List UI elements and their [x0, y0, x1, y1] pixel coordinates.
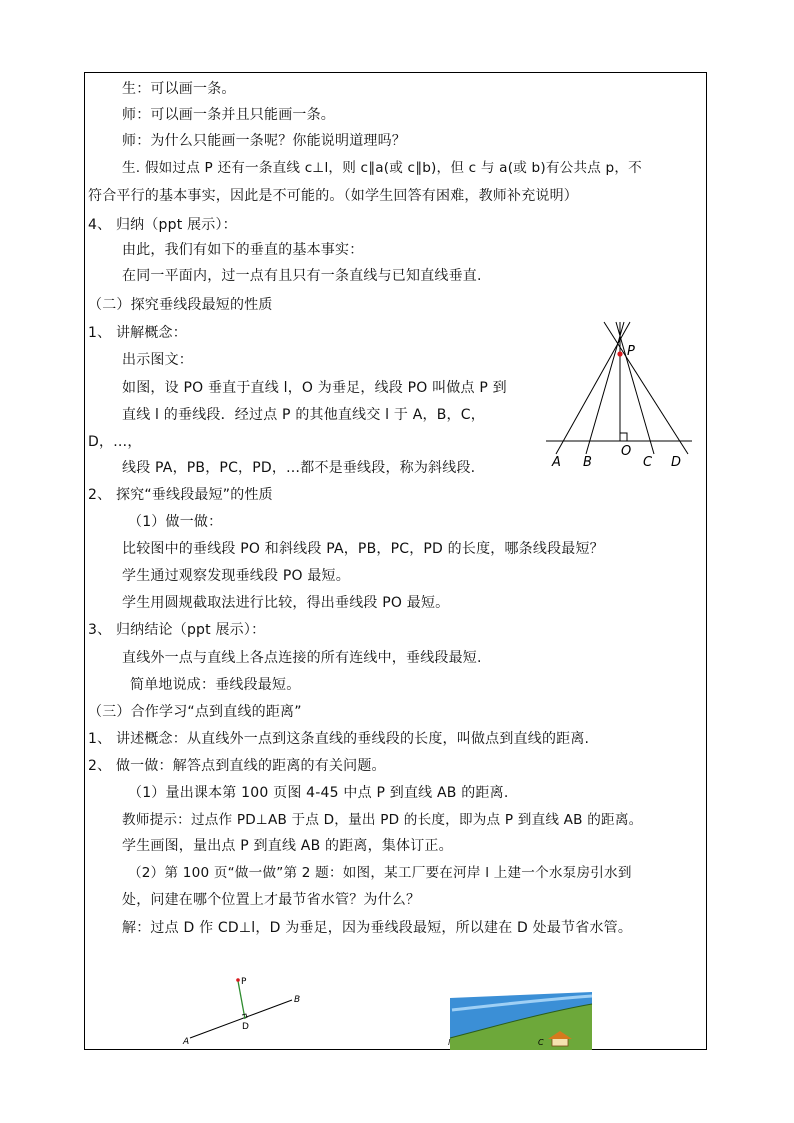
- text-line: 4、 归纳（ppt 展示）：: [88, 217, 237, 233]
- label-l: l: [448, 1038, 451, 1047]
- label-c: C: [643, 455, 653, 470]
- text-line: 符合平行的基本事实，因此是不可能的。（如学生回答有困难，教师补充说明）: [88, 188, 578, 204]
- text-line: 线段 PA，PB，PC，PD，…都不是垂线段，称为斜线段.: [122, 460, 476, 476]
- text-line: 如图，设 PO 垂直于直线 l，O 为垂足，线段 PO 叫做点 P 到: [122, 380, 507, 396]
- text-line: 生. 假如过点 P 还有一条直线 c⊥l，则 c∥a(或 c∥b)，但 c 与 a(或 b)有公共点 p，不: [122, 160, 642, 176]
- text-line: 学生画图，量出点 P 到直线 AB 的距离，集体订正。: [122, 838, 453, 854]
- text-line: 处，问建在哪个位置上才最节省水管？为什么？: [122, 892, 421, 908]
- label-p: P: [241, 977, 247, 987]
- label-d: D: [671, 455, 682, 470]
- text-line: 3、 归纳结论（ppt 展示）：: [88, 622, 266, 638]
- text-line: （1）量出课本第 100 页图 4-45 中点 P 到直线 AB 的距离.: [128, 785, 509, 801]
- text-line: 学生用圆规截取法进行比较，得出垂线段 PO 最短。: [122, 595, 450, 611]
- point-to-line-figure: [176, 970, 312, 1046]
- label-b: B: [583, 455, 592, 470]
- text-line: 1、 讲述概念：从直线外一点到这条直线的垂线段的长度，叫做点到直线的距离.: [88, 731, 590, 747]
- right-angle-mark: [620, 433, 627, 441]
- section-heading: （二）探究垂线段最短的性质: [88, 297, 273, 313]
- text-line: 学生通过观察发现垂线段 PO 最短。: [122, 568, 350, 584]
- text-line: 师：可以画一条并且只能画一条。: [122, 107, 335, 123]
- label-a: A: [552, 455, 561, 470]
- line-ab: [190, 1000, 292, 1038]
- text-line: 在同一平面内，过一点有且只有一条直线与已知直线垂直.: [122, 268, 482, 284]
- label-a: A: [183, 1037, 190, 1046]
- text-line: 直线 l 的垂线段．经过点 P 的其他直线交 l 于 A，B，C，: [122, 407, 485, 423]
- house-icon: [552, 1038, 568, 1046]
- text-line: 直线外一点与直线上各点连接的所有连线中，垂线段最短.: [122, 650, 482, 666]
- point-p: [617, 351, 622, 356]
- river-bank-figure: [448, 992, 594, 1050]
- text-line: 生：可以画一条。: [122, 81, 236, 97]
- line-pb: [586, 322, 624, 454]
- label-c: C: [538, 1038, 544, 1047]
- perpendicular-segment-figure: [540, 316, 700, 472]
- text-line: （1）做一做：: [128, 514, 223, 530]
- text-line: 教师提示：过点作 PD⊥AB 于点 D，量出 PD 的长度，即为点 P 到直线 AB 的距离。: [122, 812, 643, 828]
- text-line: 由此，我们有如下的垂直的基本事实：: [122, 242, 364, 258]
- label-d: D: [242, 1022, 249, 1032]
- line-pd: [604, 322, 688, 454]
- text-line: 比较图中的垂线段 PO 和斜线段 PA，PB，PC，PD 的长度，哪条线段最短？: [122, 541, 604, 557]
- label-b: B: [294, 995, 301, 1005]
- text-line: 出示图文：: [122, 352, 193, 368]
- text-line: 简单地说成：垂线段最短。: [130, 677, 301, 693]
- text-line: 2、 探究“垂线段最短”的性质: [88, 487, 273, 503]
- point-p: [236, 978, 240, 982]
- label-o: O: [621, 444, 632, 459]
- text-line: 1、 讲解概念：: [88, 325, 187, 341]
- section-heading: （三）合作学习“点到直线的距离”: [88, 704, 302, 720]
- line-pc: [616, 322, 654, 454]
- label-p: P: [627, 344, 635, 359]
- text-line: 解：过点 D 作 CD⊥l，D 为垂足，因为垂线段最短，所以建在 D 处最节省水管。: [122, 920, 633, 936]
- line-pa: [556, 322, 630, 454]
- text-line: 师：为什么只能画一条呢？你能说明道理吗？: [122, 133, 406, 149]
- text-line: （2）第 100 页“做一做”第 2 题：如图，某工厂要在河岸 l 上建一个水泵房引水到: [128, 865, 632, 881]
- text-line: 2、 做一做：解答点到直线的距离的有关问题。: [88, 758, 386, 774]
- text-line: D，…，: [88, 434, 142, 450]
